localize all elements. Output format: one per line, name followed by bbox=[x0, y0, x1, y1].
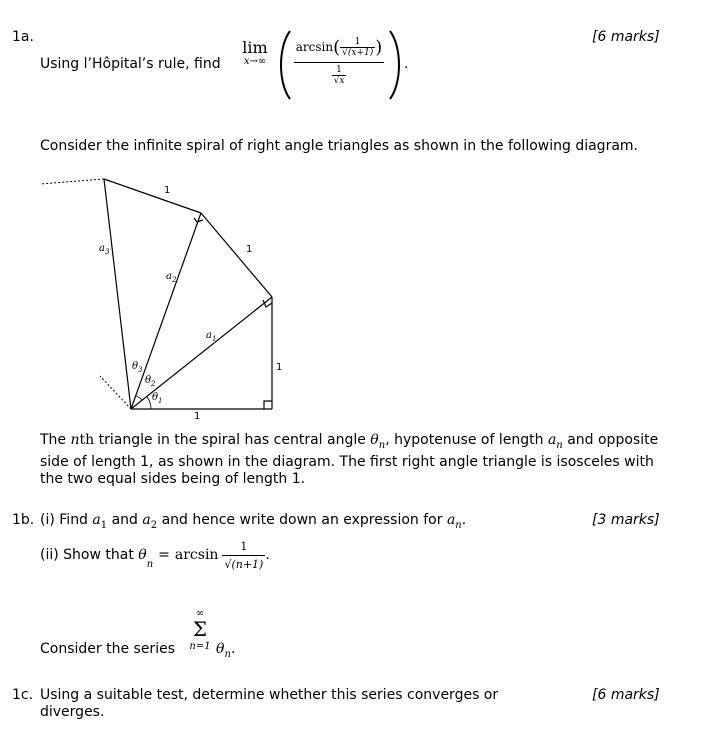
frac-ii-denominator: √(n+1) bbox=[224, 558, 264, 571]
desc-theta: θ bbox=[370, 432, 379, 448]
frac-ii-numerator: 1 bbox=[222, 538, 265, 556]
series-term bbox=[216, 641, 235, 660]
a2-symbol: a bbox=[142, 512, 151, 528]
question-1a-marks: [6 marks] bbox=[592, 29, 660, 45]
series-summation bbox=[186, 609, 214, 653]
series-text: Consider the series bbox=[40, 641, 175, 657]
desc-part-3: , hypotenuse of length bbox=[385, 432, 548, 448]
tri2-opposite-side bbox=[201, 213, 272, 297]
question-1c-text: Using a suitable test, determine whether this series converges or diverges. bbox=[40, 687, 499, 720]
label-a1: $a_1$ bbox=[206, 330, 217, 343]
part-ii-label: (ii) Show that bbox=[40, 547, 134, 563]
part-ii-period: . bbox=[265, 547, 270, 563]
side-label-1-upper-right: 1 bbox=[246, 244, 253, 255]
arg-open-paren: ( bbox=[333, 36, 341, 58]
side-label-1-top: 1 bbox=[164, 185, 171, 196]
arcsin-function: arcsin bbox=[295, 40, 334, 54]
desc-part-4: and opposite side of length 1, as shown in the diagram. The first right angle triangle is isosceles with the two equal sides being of length 1. bbox=[40, 432, 659, 487]
lim-subscript: x→∞ bbox=[243, 56, 267, 67]
a1-symbol: a bbox=[92, 512, 101, 528]
an-sub: n bbox=[455, 519, 462, 531]
angle-arc-1 bbox=[147, 397, 151, 409]
and-word: and bbox=[111, 512, 138, 528]
lim-word: lim bbox=[242, 38, 268, 57]
label-theta3: $\theta_3$ bbox=[132, 361, 143, 374]
part-i-rest: and hence write down an expression for bbox=[161, 512, 443, 528]
arcsin-fraction-ii bbox=[222, 538, 265, 573]
desc-a-sub: n bbox=[556, 439, 563, 451]
label-theta1: $\theta_1$ bbox=[152, 392, 163, 405]
question-1b-part-ii bbox=[40, 538, 270, 573]
question-1c-marks: [6 marks] bbox=[592, 687, 660, 703]
question-1b-number: 1b. bbox=[12, 512, 35, 528]
theta-n-symbol: θ bbox=[138, 547, 147, 563]
question-1b-part-i bbox=[40, 512, 466, 534]
angle-arc-2 bbox=[136, 396, 142, 400]
desc-part-2: triangle in the spiral has central angle bbox=[94, 432, 371, 448]
sigma-symbol: Σ bbox=[192, 617, 208, 641]
a2-sub: 2 bbox=[150, 519, 158, 531]
den-numerator: 1 bbox=[332, 65, 347, 76]
right-angle-marker-1 bbox=[264, 401, 272, 409]
desc-a: a bbox=[547, 432, 557, 448]
desc-theta-sub: n bbox=[378, 439, 386, 451]
label-a3: $a_3$ bbox=[99, 243, 110, 256]
spiral-description bbox=[40, 432, 670, 488]
series-period: . bbox=[230, 641, 236, 657]
a1-sub: 1 bbox=[100, 519, 108, 531]
spiral-intro-text: Consider the infinite spiral of right angle triangles as shown in the following diagram. bbox=[40, 138, 638, 154]
an-symbol: a bbox=[446, 512, 456, 528]
sum-lower-limit: n=1 bbox=[189, 641, 211, 652]
inner-numerator: 1 bbox=[340, 37, 375, 48]
hypotenuse-a2 bbox=[131, 213, 201, 409]
desc-n: n bbox=[70, 432, 80, 448]
equals-sign: = bbox=[158, 547, 170, 563]
series-theta: θ bbox=[216, 641, 225, 657]
part-i-period: . bbox=[461, 512, 467, 528]
hypotenuse-a3 bbox=[104, 179, 131, 409]
sum-upper-limit: ∞ bbox=[195, 608, 205, 619]
question-1a-text: Using l’Hôpital’s rule, find bbox=[40, 56, 221, 72]
question-1a-number: 1a. bbox=[12, 29, 34, 45]
label-a2: $a_2$ bbox=[166, 271, 177, 284]
inner-denominator: √(x+1) bbox=[342, 47, 374, 58]
side-label-1-right: 1 bbox=[276, 362, 283, 373]
part-i-label: (i) Find bbox=[40, 512, 88, 528]
label-theta2: $\theta_2$ bbox=[145, 375, 156, 388]
question-1c-number: 1c. bbox=[12, 687, 34, 703]
side-label-1-bottom: 1 bbox=[194, 411, 201, 422]
series-theta-sub: n bbox=[224, 648, 231, 660]
theta-n-sub: n bbox=[146, 559, 154, 570]
tri3-opposite-side bbox=[104, 179, 201, 213]
q1a-period: . bbox=[404, 56, 409, 72]
arg-close-paren: ) bbox=[375, 36, 383, 58]
question-1b-marks: [3 marks] bbox=[592, 512, 660, 528]
arcsin-function-ii: arcsin bbox=[174, 547, 219, 563]
desc-th: th bbox=[79, 432, 95, 448]
dashed-continuation-top bbox=[40, 179, 104, 184]
den-denominator: √x bbox=[333, 76, 345, 86]
desc-part-1: The bbox=[40, 432, 71, 448]
dashed-continuation-left bbox=[100, 376, 131, 409]
